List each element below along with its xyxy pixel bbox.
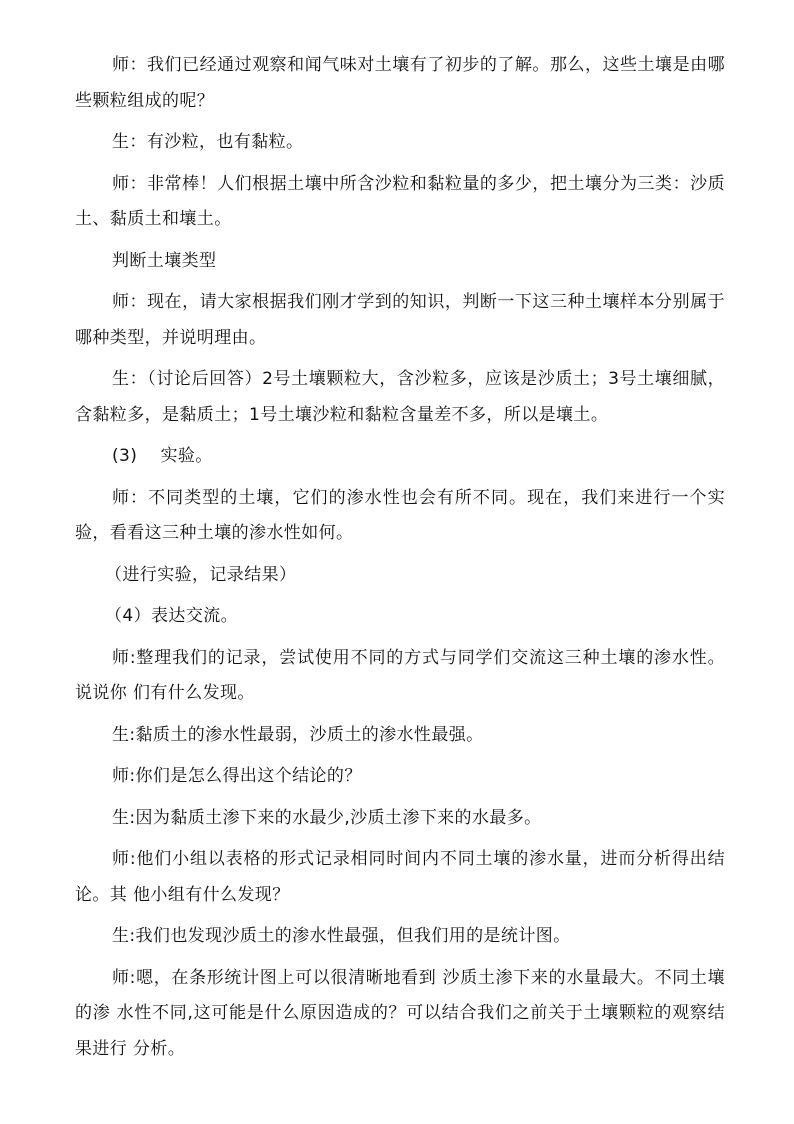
paragraph: 师:整理我们的记录，尝试使用不同的方式与同学们交流这三种土壤的渗水性。说说你 们有什么发现。 xyxy=(75,647,725,703)
paragraph: 师：我们已经通过观察和闻气味对土壤有了初步的了解。那么，这些土壤是由哪些颗粒组成的呢？ xyxy=(75,55,725,111)
paragraph: 生:黏质土的渗水性最弱，沙质土的渗水性最强。 xyxy=(112,724,484,745)
paragraph: 师：非常棒！人们根据土壤中所含沙粒和黏粒量的多少，把土壤分为三类：沙质土、黏质土和壤土。 xyxy=(75,173,725,229)
paragraph: 师：现在，请大家根据我们刚才学到的知识，判断一下这三种土壤样本分别属于哪种类型，并说明理由。 xyxy=(75,292,725,348)
paragraph: 生:我们也发现沙质土的渗水性最强，但我们用的是统计图。 xyxy=(112,926,571,946)
paragraph: 师:你们是怎么得出这个结论的？ xyxy=(112,766,362,786)
paragraph: 生:因为黏质土渗下来的水最少,沙质土渗下来的水最多。 xyxy=(112,807,542,828)
step-heading: (3) 实验。 xyxy=(112,446,213,466)
step-heading: （4）表达交流。 xyxy=(105,606,239,626)
paragraph: 师:他们小组以表格的形式记录相同时间内不同土壤的渗水量，进而分析得出结论。其 他小组有什么发现？ xyxy=(75,849,725,905)
paragraph: 师:嗯，在条形统计图上可以很清晰地看到 沙质土渗下来的水量最大。不同土壤的渗 水性不同,这可能是什么原因造成的？可以结合我们之前关于土壤颗粒的观察结果进行 分析。 xyxy=(75,967,725,1059)
document-body xyxy=(75,48,725,1073)
paragraph: 生：有沙粒，也有黏粒。 xyxy=(112,132,304,152)
paragraph: 师：不同类型的土壤，它们的渗水性也会有所不同。现在，我们来进行一个实验，看看这三种土壤的渗水性如何。 xyxy=(75,487,725,543)
section-heading: 判断土壤类型 xyxy=(112,250,217,271)
paragraph: （进行实验，记录结果） xyxy=(105,564,297,585)
paragraph: 生：（讨论后回答）2号土壤颗粒大，含沙粒多，应该是沙质土；3号土壤细腻，含黏粒多，是黏质土；1号土壤沙粒和黏粒含量差不多，所以是壤土。 xyxy=(75,369,725,425)
